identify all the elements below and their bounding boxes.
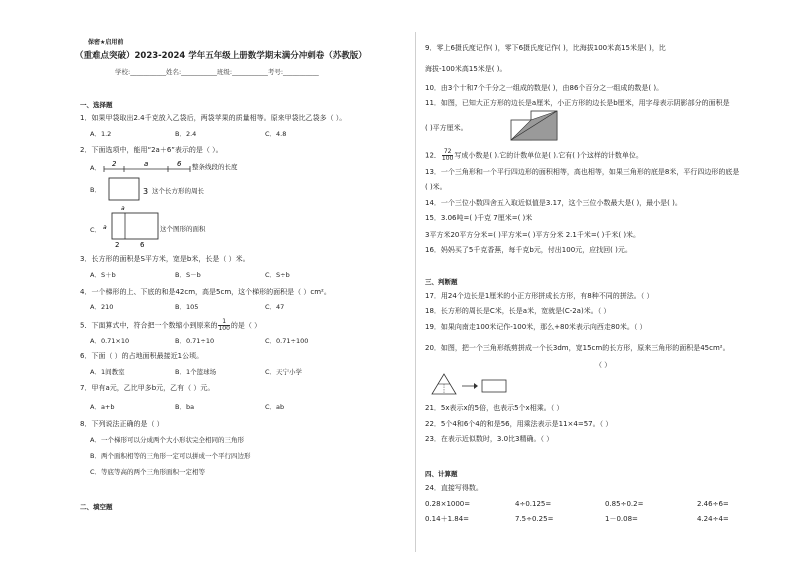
left-column [75,0,410,562]
q4-option-b: B．105 [175,303,199,311]
question-20-answer: （ ） [595,361,612,369]
calc-item: 0.85÷0.2= [605,500,644,508]
calc-item: 0.28×1000= [425,500,471,508]
q2-c-num-2: 2 [115,241,120,249]
section-choice-heading: 一、选择题 [80,101,113,109]
q6-option-a: A．1间教室 [90,368,125,376]
exam-title: （重难点突破）2023-2024 学年五年级上册数学期末满分冲刺卷（苏教版） [75,51,367,61]
q5-fraction: $\frac{1}{100}$ [218,318,230,332]
q2-option-a-figure [102,158,192,174]
q2-a-num-2: a [144,160,149,168]
section-fill-heading: 二、填空题 [80,503,113,511]
question-20: 20．如图，把一个三角形纸剪拼成一个长3dm，宽15cm的长方形，原来三角形的面积是45cm²。 [425,344,730,352]
q7-option-a: A．a+b [90,403,115,411]
q2-option-c-text: 这个图形的面积 [160,225,206,233]
section-calc-heading: 四、计算题 [425,470,458,478]
question-14: 14．一个三位小数四舍五入取近似值是3.17，这个三位小数最大是( )，最小是( )。 [425,199,682,207]
q3-option-c: C．S÷b [265,271,290,279]
question-17: 17．用24个边长是1厘米的小正方形拼成长方形，有8种不同的拼法。（ ） [425,292,654,300]
q6-option-b: B．1个篮球场 [175,368,217,376]
q3-option-a: A．S＋b [90,271,116,279]
q2-option-b-text: 这个长方形的周长 [152,187,204,195]
q2-b-num: 3 [143,187,149,196]
q2-c-num-a-top: a [121,205,125,212]
question-13-line-2: ( )米。 [425,183,447,191]
q2-option-a-label: A． [90,164,101,172]
q6-option-c: C．天宁小学 [265,368,303,376]
calc-item: 0.14＋1.84= [425,515,470,523]
q8-option-c: C．等底等高的两个三角形面积一定相等 [90,468,206,476]
question-6: 6．下面（ ）的占地面积最接近1公顷。 [80,352,204,360]
question-8: 8．下列说法正确的是（ ） [80,420,164,428]
q4-option-a: A．210 [90,303,114,311]
q2-option-c-figure [102,203,164,249]
calc-item: 2.46÷6= [697,500,729,508]
q2-option-a-text: 整条线段的长度 [192,163,238,171]
question-15-line-2: 3平方米20平方分米=( )平方米=( )平方分米 2.1千米=( )千米( )米。 [425,231,641,239]
calc-item: 4÷0.125= [515,500,552,508]
question-15-line-1: 15．3.06吨=( )千克 7厘米=( )米 [425,214,533,222]
right-column [425,0,770,562]
q2-c-num-a-side: a [103,224,107,231]
question-21: 21．5x表示x的5倍，也表示5个x相乘。（ ） [425,404,564,412]
q2-c-num-6: 6 [140,241,145,249]
q8-option-b: B．两个面积相等的三角形一定可以拼成一个平行四边形 [90,452,251,460]
calc-item: 7.5÷0.25= [515,515,554,523]
question-23: 23．在表示近似数时，3.0比3精确。（ ） [425,435,554,443]
question-1: 1．如果甲袋取出2.4千克放入乙袋后，两袋苹果的质量相等。原来甲袋比乙袋多（ ）。 [80,114,347,122]
question-22: 22．5个4和6个4的和是56，用乘法表示是11×4=57。（ ） [425,420,613,428]
q5-option-a: A．0.71×10 [90,337,130,345]
q2-option-b-figure [108,177,152,201]
question-9-line-2: 海拔-100米高15米是( )。 [425,65,507,73]
question-11: 11．如图，已知大正方形的边长是a厘米，小正方形的边长是b厘米，用字母表示阴影部分的面积是 [425,99,730,107]
student-info-line: 学校:___________姓名:___________班级:___________考号:___________ [115,68,319,76]
column-divider [415,32,416,552]
question-16: 16．妈妈买了5千克香蕉，每千克b元，付出100元，应找回( )元。 [425,246,632,254]
q20-figure [430,370,510,398]
calc-item: 4.24÷4= [697,515,729,523]
question-19: 19．如果向南走100米记作-100米，那么+80米表示向西走80米。（ ） [425,323,647,331]
q4-option-c: C．47 [265,303,285,311]
question-3: 3．长方形的面积是S平方米，宽是b米，长是（ ）米。 [80,255,250,263]
q1-option-a: A．1.2 [90,130,112,138]
q2-option-b-label: B． [90,186,101,194]
question-7: 7．甲有a元，乙比甲多b元，乙有（ ）元。 [80,384,215,392]
q3-option-b: B．S－b [175,271,201,279]
q2-a-num-3: 6 [177,160,182,168]
q2-option-c-label: C． [90,226,102,234]
q1-option-b: B．2.4 [175,130,197,138]
question-18: 18．长方形的周长是C米，长是a米，宽就是(C-2a)米。（ ） [425,307,611,315]
q7-option-c: C．ab [265,403,285,411]
secret-label: 保密★启用前 [88,39,124,46]
q12-fraction: $\frac{72}{100}$ [441,148,454,162]
q1-option-c: C．4.8 [265,130,287,138]
question-2: 2．下面选项中，能用“2a＋6”表示的是（ ）。 [80,146,223,154]
question-10: 10．由3个十和7个千分之一组成的数是( )，由86个百分之一组成的数是( )。 [425,84,664,92]
question-11-answer: ( )平方厘米。 [425,124,468,132]
question-13-line-1: 13．一个三角形和一个平行四边形的面积相等，高也相等，如果三角形的底是8米，平行四边形的底是 [425,168,740,176]
question-9-line-1: 9．零上6摄氏度记作( )，零下6摄氏度记作( )，比海拔100米高15米是( )，比 [425,44,666,52]
q5-option-c: C．0.71÷100 [265,337,309,345]
q7-option-b: B．ba [175,403,195,411]
question-5: 5．下面算式中，符合把一个数缩小到原来的 $\frac{1}{100}$ 的是（ ） [80,318,262,332]
q5-option-b: B．0.71÷10 [175,337,215,345]
q8-option-a: A．一个梯形可以分成两个大小形状完全相同的三角形 [90,436,244,444]
question-4: 4．一个梯形的上、下底的和是42cm，高是5cm，这个梯形的面积是（ ）cm²。 [80,288,331,296]
q2-a-num-1: 2 [112,160,117,168]
question-24: 24．直接写得数。 [425,484,483,492]
calc-item: 1－0.08= [605,515,638,523]
section-judge-heading: 三、判断题 [425,278,458,286]
question-12: 12． $\frac{72}{100}$ 写成小数是( ).它的计数单位是( ).它有( )个这样的计数单位。 [425,148,643,162]
q11-figure [510,110,560,142]
